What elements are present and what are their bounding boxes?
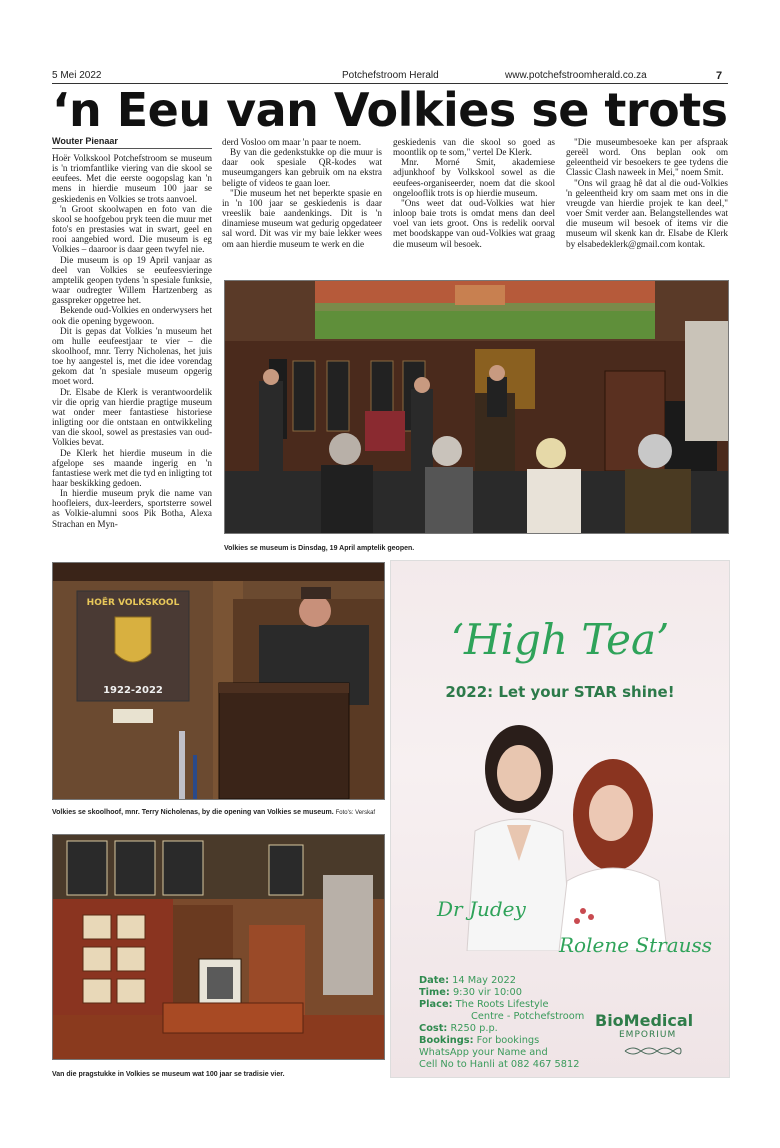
paragraph: Dit is gepas dat Volkies 'n museum het om hulle eeufeestjaar te vier – die skoolhoof, mnr. Terry Nicholenas, het juis toe hy aangestel is, met die idee vorendag gekom dat 'n spesiale museum opgerig moet word.	[52, 325, 212, 387]
main-photo-caption: Volkies se museum is Dinsdag, 19 April amptelik geopen.	[224, 545, 415, 552]
crest-years: 1922-2022	[103, 685, 163, 696]
crest-school-name: HOËR VOLKSKOOL	[86, 598, 180, 608]
sponsor-logo-name: BioMedical	[595, 1011, 694, 1030]
ad-detail-row: Time: 9:30 vir 10:00	[419, 987, 522, 998]
paragraph: Die museum is op 19 April vanjaar as deel van Volkies se eeufeesvieringe amptelik geopen tydens 'n spesiale funksie, waar oudregter Willem Hartzenberg as gasspreker opgetree het.	[52, 254, 212, 306]
ad-detail-row: Bookings: For bookings	[419, 1035, 540, 1046]
museum-interior-image	[53, 835, 384, 1059]
paragraph: By van die gedenkstukke op die muur is daar ook spesiale QR-kodes wat museumgangers kan gebruik om na ekstra beligte of videos te gaan loer.	[222, 147, 382, 188]
publication-name: Potchefstroom Herald	[342, 70, 439, 81]
article-column-4	[566, 137, 728, 249]
paragraph: In hierdie museum pryk die name van hoofleiers, dux-leerders, sportsterre sowel as Volkie-alumni soos Pik Botha, Alexa Strachan en Myn-	[52, 488, 212, 529]
ad-title: ‘High Tea’	[450, 615, 670, 664]
sponsor-logo-sub: EMPORIUM	[619, 1030, 677, 1040]
paragraph: "Ons wil graag hê dat al die oud-Volkies 'n geleentheid kry om saam met ons in die vreugde van hierdie projek te kan deel," voer Smit verder aan. Belangstellendes wat die museum wil besoek of items vir die museum wil skenk kan dr. Elsabe de Klerk by elsabedeklerk@gmail.com kontak.	[566, 177, 728, 249]
museum-interior-caption: Van die pragstukke in Volkies se museum wat 100 jaar se tradisie vier.	[52, 1071, 285, 1078]
paragraph: "Die museum het net beperkte spasie en in 'n 100 jaar se geskiedenis is daar vreeslik baie aandenkings. Dit is 'n dinamiese museum wat gedurig opgedateer sal word. Dit was vir my baie lekker wees om aan hierdie museum te werk en die	[222, 187, 382, 249]
issue-date: 5 Mei 2022	[52, 70, 102, 81]
principal-image	[53, 563, 384, 799]
paragraph: 'n Groot skoolwapen en foto van die skool se hoofgebou pryk teen die muur met foto's en prestasies wat in swart, geel en rooi aangebied word. Die museum is eg Volkies – daaroor is daar geen twyfel nie.	[52, 203, 212, 255]
paragraph: Mnr. Morné Smit, akademiese adjunkhoof by Volkskool sowel as die eeufees-organiseerder, noem dat die skool ongelooflik trots is op hierdie museum.	[393, 157, 555, 198]
paragraph: "Ons weet dat oud-Volkies wat hier inloop baie trots is omdat mens dan deel voel van iets groot. Ons is redelik oorval met boodskappe van oud-Volkies wat graag die museum wil besoek.	[393, 197, 555, 249]
ad-detail-row: Place: The Roots Lifestyle	[419, 999, 549, 1010]
photo-credit: Foto's: Verskaf	[335, 810, 376, 816]
article-headline: ‘n Eeu van Volkies se trots	[52, 83, 728, 137]
ad-detail-row: WhatsApp your Name and	[419, 1047, 548, 1058]
principal-caption-text: Volkies se skoolhoof, mnr. Terry Nicholenas, by die opening van Volkies se museum.	[52, 809, 334, 816]
paragraph: geskiedenis van die skool so goed as moontlik op te som," vertel De Klerk.	[393, 137, 555, 158]
museum-opening-image	[225, 281, 728, 533]
article-byline: Wouter Pienaar	[52, 136, 212, 149]
paragraph: derd Vosloo om maar 'n paar te noem.	[222, 137, 362, 147]
principal-photo	[52, 562, 385, 800]
paragraph: Dr. Elsabe de Klerk is verantwoordelik vir die oprig van hierdie pragtige museum wat onder meer fantastiese historiese inligting oor die ontstaan en ontwikkeling van die skool, sowel as prestasies van oud-Volkies bevat.	[52, 386, 212, 448]
paragraph: Bekende oud-Volkies en onderwysers het ook die opening bygewoon.	[52, 305, 212, 326]
paragraph: Hoër Volkskool Potchefstroom se museum is 'n triomfantlike viering van die skool se eeufees. Met die eerste oogopslag kan 'n mens in hierdie museum 100 jaar se geskiedenis en Volkies se trots aanvoel.	[52, 153, 212, 204]
ad-subtitle: 2022: Let your STAR shine!	[445, 683, 675, 701]
publication-url[interactable]: www.potchefstroomherald.co.za	[505, 70, 647, 81]
ad-detail-row: Cell No to Hanli at 082 467 5812	[419, 1059, 580, 1070]
ad-detail-row: Date: 14 May 2022	[419, 975, 517, 986]
article-column-1	[52, 153, 212, 529]
page-number: 7	[716, 70, 723, 82]
ad-detail-row: Centre - Potchefstroom	[471, 1011, 585, 1022]
paragraph: De Klerk het hierdie museum in die afgelope ses maande ingerig en 'n fantastiese werk met die tyd en inligting tot haar beskikking gedoen.	[52, 447, 212, 488]
museum-opening-photo	[224, 280, 729, 534]
dna-icon	[623, 1045, 683, 1057]
ad-detail-row: Cost: R250 p.p.	[419, 1023, 498, 1034]
article-column-3	[393, 137, 555, 249]
ad-host-2: Rolene Strauss	[559, 933, 713, 957]
paragraph: "Die museumbesoeke kan per afspraak gereël word. Ons beplan ook om geleentheid vir besoekers te gee tydens die Classic Clash naweek in Mei," noem Smit.	[566, 137, 728, 178]
ad-details	[419, 975, 609, 1071]
principal-photo-caption	[52, 808, 383, 818]
article-column-2	[222, 137, 382, 249]
high-tea-advertisement[interactable]	[390, 560, 730, 1078]
museum-interior-photo	[52, 834, 385, 1060]
ad-host-1: Dr Judey	[437, 897, 526, 921]
